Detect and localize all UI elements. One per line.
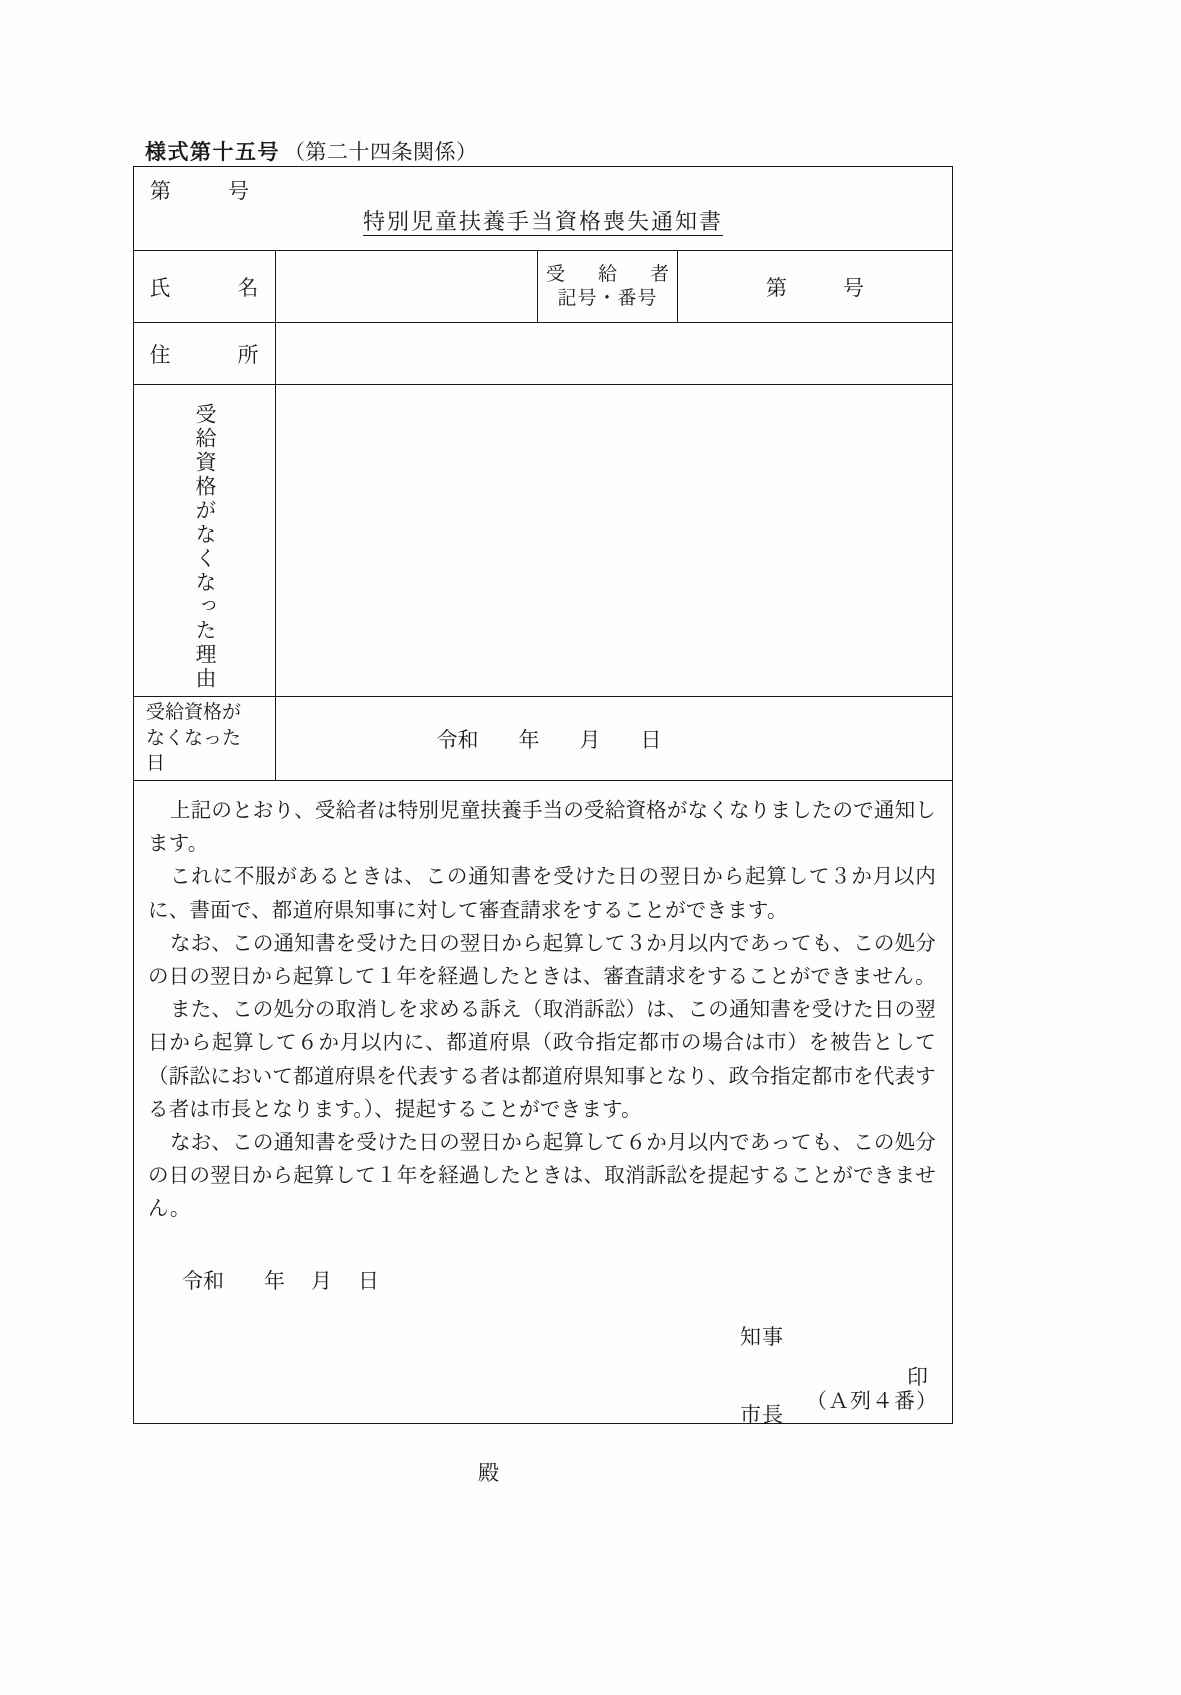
signature-day: 日 — [358, 1268, 379, 1293]
document-number-field — [150, 175, 250, 205]
addressee-suffix: 殿 — [478, 1460, 499, 1485]
form-table — [133, 166, 953, 1485]
end-date-day: 日 — [640, 727, 662, 752]
document-number-suffix: 号 — [228, 179, 250, 203]
recipient-label-line1: 受 給 者 — [545, 263, 676, 285]
paper-size-note: （Ａ列４番） — [806, 1389, 938, 1413]
body-paragraph-3: なお、この通知書を受けた日の翌日から起算して３か月以内であっても、この処分の日の翌日から起算して１年を経過したときは、審査請求をすることができません。 — [148, 932, 936, 989]
end-date-row — [134, 697, 952, 781]
document-title: 特別児童扶養手当資格喪失通知書 — [362, 209, 723, 234]
recipient-number-prefix: 第 — [766, 275, 787, 300]
document-number-prefix: 第 — [150, 179, 172, 203]
name-value[interactable] — [276, 251, 538, 322]
signature-era: 令和 — [182, 1268, 224, 1293]
reason-label: 受給資格がなくなった理由 — [134, 385, 276, 696]
body-paragraph-1: 上記のとおり、受給者は特別児童扶養手当の受給資格がなくなりましたので通知します。 — [148, 800, 936, 856]
body-paragraph-4: また、この処分の取消しを求める訴え（取消訴訟）は、この通知書を受けた日の翌日から起算して６か月以内に、都道府県（政令指定都市の場合は市）を被告として（訴訟において都道府県を代表する者は都道府県知事となり、政令指定都市を代表する者は市長となります。）、提起することができます。 — [148, 999, 936, 1121]
body-paragraph-5: なお、この通知書を受けた日の翌日から起算して６か月以内であっても、この処分の日の翌日から起算して１年を経過したときは、取消訴訟を提起することができません。 — [148, 1132, 936, 1221]
recipient-number-label — [538, 251, 678, 322]
end-date-value[interactable] — [276, 697, 952, 780]
article-reference: （第二十四条関係） — [284, 140, 478, 164]
name-label: 氏 名 — [134, 251, 276, 322]
end-date-label-line2: なくなった — [146, 727, 242, 749]
end-date-label-line1: 受給資格が — [146, 702, 242, 724]
recipient-label-line2: 記号・番号 — [557, 287, 658, 309]
signature-date[interactable] — [148, 1265, 936, 1295]
form-number: 様式第十五号 — [145, 140, 280, 164]
end-date-label-line3: 日 — [146, 753, 166, 775]
address-row — [134, 323, 952, 385]
end-date-year: 年 — [518, 727, 540, 752]
mayor-label: 市長 — [740, 1402, 784, 1427]
governor-label: 知事 — [740, 1324, 784, 1349]
recipient-number-value[interactable] — [678, 251, 952, 322]
recipient-number-suffix: 号 — [843, 275, 864, 300]
end-date-month: 月 — [579, 727, 601, 752]
reason-row — [134, 385, 952, 697]
signature-year: 年 — [264, 1268, 285, 1293]
signature-month: 月 — [311, 1268, 332, 1293]
end-date-label — [134, 697, 276, 780]
form-number-header — [145, 136, 478, 166]
body-paragraph-2: これに不服があるときは、この通知書を受けた日の翌日から起算して３か月以内に、書面で、都道府県知事に対して審査請求をすることができます。 — [148, 866, 936, 922]
title-row — [134, 167, 952, 251]
address-label: 住 所 — [134, 323, 276, 384]
body-text — [134, 781, 952, 1487]
name-row — [134, 251, 952, 323]
seal-label: 印 — [907, 1364, 928, 1389]
reason-value[interactable] — [276, 385, 952, 696]
address-value[interactable] — [276, 323, 952, 384]
end-date-era: 令和 — [436, 727, 479, 752]
